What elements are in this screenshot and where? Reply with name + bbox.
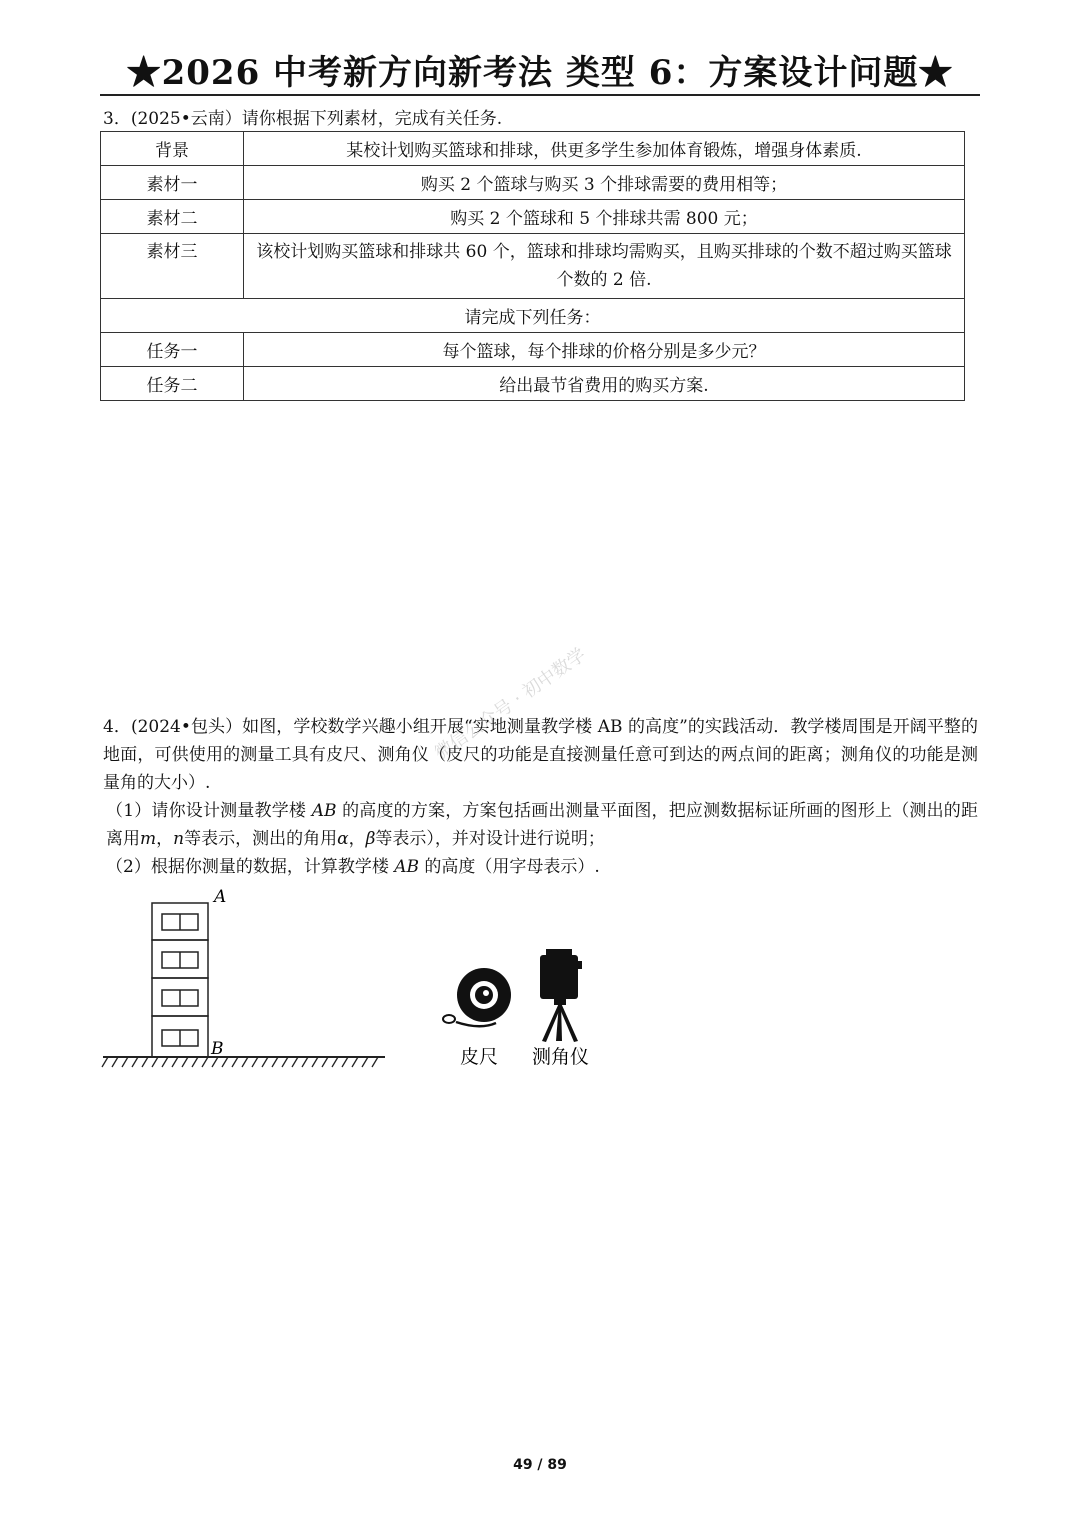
row-label: 任务一 bbox=[101, 333, 244, 367]
page-title: ★2026 中考新方向新考法 类型 6：方案设计问题★ bbox=[126, 53, 954, 93]
table-row bbox=[101, 299, 965, 333]
text-fragment: 的高度（用字母表示）. bbox=[419, 857, 600, 877]
text-fragment: 的高度的方案，方案包括画出测量平面图，把应测数据标证所画的图形上（测出的距离用 bbox=[106, 801, 978, 849]
row-content: 某校计划购买篮球和排球，供更多学生参加体育锻炼，增强身体素质. bbox=[244, 132, 965, 166]
row-label: 素材二 bbox=[101, 200, 244, 234]
question-4-figure bbox=[100, 885, 620, 1085]
table-row bbox=[101, 132, 965, 166]
building-icon bbox=[152, 903, 208, 1057]
table-row bbox=[101, 200, 965, 234]
variable-alpha: α bbox=[337, 829, 349, 849]
text-fragment: 等表示，测出的角用 bbox=[184, 829, 338, 849]
text-fragment: （2）根据你测量的数据，计算教学楼 bbox=[106, 857, 395, 877]
segment-ab: AB bbox=[311, 801, 337, 821]
row-label: 背景 bbox=[101, 132, 244, 166]
question-4-part-1 bbox=[103, 797, 978, 853]
variable-m: m bbox=[140, 829, 157, 849]
question-4 bbox=[103, 713, 978, 881]
table-row bbox=[101, 367, 965, 401]
point-a-label: A bbox=[214, 887, 227, 907]
page-number: 49 / 89 bbox=[513, 1457, 567, 1473]
variable-n: n bbox=[173, 829, 185, 849]
row-label: 任务二 bbox=[101, 367, 244, 401]
task-prompt: 请完成下列任务： bbox=[101, 299, 965, 333]
text-fragment: （1）请你设计测量教学楼 bbox=[106, 801, 312, 821]
variable-beta: β bbox=[365, 829, 376, 849]
question-3-table bbox=[100, 131, 965, 401]
row-label: 素材三 bbox=[101, 234, 244, 299]
tape-measure-icon bbox=[443, 968, 511, 1026]
text-fragment: ， bbox=[156, 829, 174, 849]
watermark: 微信公众号 · 初中数学 bbox=[431, 644, 590, 765]
theodolite-icon bbox=[540, 949, 582, 1042]
row-content: 购买 2 个篮球与购买 3 个排球需要的费用相等； bbox=[244, 166, 965, 200]
text-fragment: 等表示），并对设计进行说明； bbox=[375, 829, 605, 849]
text-fragment: ， bbox=[348, 829, 366, 849]
table-row bbox=[101, 333, 965, 367]
question-3-heading: 3．(2025•云南）请你根据下列素材，完成有关任务. bbox=[103, 109, 503, 129]
row-label: 素材一 bbox=[101, 166, 244, 200]
theodolite-label: 测角仪 bbox=[532, 1046, 590, 1068]
ground-icon bbox=[102, 1057, 385, 1067]
title-divider bbox=[100, 94, 980, 96]
row-content: 给出最节省费用的购买方案. bbox=[244, 367, 965, 401]
point-b-label: B bbox=[211, 1039, 224, 1059]
row-content: 该校计划购买篮球和排球共 60 个，篮球和排球均需购买，且购买排球的个数不超过购买篮球个数的 2 倍. bbox=[244, 234, 965, 299]
row-content: 购买 2 个篮球和 5 个排球共需 800 元； bbox=[244, 200, 965, 234]
row-content: 每个篮球，每个排球的价格分别是多少元？ bbox=[244, 333, 965, 367]
segment-ab: AB bbox=[394, 857, 420, 877]
question-4-part-2 bbox=[103, 853, 978, 881]
tape-measure-label: 皮尺 bbox=[460, 1046, 499, 1068]
question-4-intro: 4．(2024•包头）如图，学校数学兴趣小组开展“实地测量教学楼 AB 的高度”的实践活动．教学楼周围是开阔平整的地面，可供使用的测量工具有皮尺、测角仪（皮尺的功能是直接测量任意可到达的两点间的距离；测角仪的功能是测量角的大小）. bbox=[103, 717, 978, 793]
table-row bbox=[101, 234, 965, 299]
table-row bbox=[101, 166, 965, 200]
